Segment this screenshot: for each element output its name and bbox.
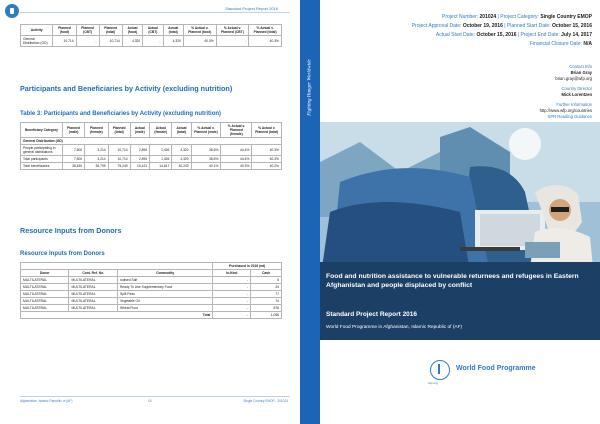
table-cell: Wheat Flour xyxy=(117,305,212,312)
cover-photo xyxy=(320,122,600,340)
table-row xyxy=(21,156,282,163)
table-cell: 40.3% xyxy=(249,36,282,47)
gutter-tagline: Fighting Hunger Worldwide xyxy=(307,59,313,116)
table-row xyxy=(21,305,282,312)
resource-table xyxy=(20,262,282,319)
table-cell: 38,450 xyxy=(62,163,84,170)
contact-email[interactable]: brian.gray@wfp.org xyxy=(555,76,592,81)
column-header: Activity xyxy=(21,25,53,36)
table-cell: 24 xyxy=(251,284,282,291)
table-group-header-row xyxy=(21,263,282,270)
wfp-logo-icon xyxy=(5,4,19,18)
further-url[interactable]: http://www.wfp.org/countries xyxy=(539,108,592,113)
director-title: Country Director xyxy=(561,86,592,91)
table-cell: MULTILATERAL xyxy=(69,291,117,298)
column-header: In-Kind xyxy=(213,270,251,277)
column-header: Commodity xyxy=(117,270,212,277)
table-cell: 77 xyxy=(251,291,282,298)
column-header: % Actual v. Planned (total) xyxy=(252,123,282,138)
column-header: Actual (total) xyxy=(172,123,191,138)
table-cell: 40.3% xyxy=(221,163,252,170)
table-cell: MULTILATERAL xyxy=(21,284,69,291)
footer-right: Single Country EMOP - 201024 xyxy=(243,399,288,403)
table-cell: 40.3% xyxy=(252,145,282,156)
group-label: General Distribution (GD) xyxy=(21,138,282,145)
table-cell: Vegetable Oil xyxy=(117,298,212,305)
table-cell: - xyxy=(213,284,251,291)
table-cell: MULTILATERAL xyxy=(69,284,117,291)
column-header: Planned (CBT) xyxy=(76,25,99,36)
wfp-emblem-icon xyxy=(430,360,450,380)
table-cell: 75,249 xyxy=(108,163,130,170)
table-cell: 14,817 xyxy=(150,163,172,170)
table-cell: Iodised Salt xyxy=(117,277,212,284)
table-cell: 44.4% xyxy=(221,145,252,156)
table-cell: Split Peas xyxy=(117,291,212,298)
table-cell: MULTILATERAL xyxy=(21,298,69,305)
column-header: Actual (total) xyxy=(163,25,183,36)
table-cell: 38.6% xyxy=(191,145,221,156)
table-cell: 7,500 xyxy=(62,145,84,156)
column-header: Planned (food) xyxy=(53,25,76,36)
spr-guidance-link[interactable]: SPR Reading Guidance xyxy=(547,114,592,119)
closure-line: Financial Closure Date: N/A xyxy=(530,41,592,47)
approval-line: Project Approval Date: October 19, 2016 | Planned Start Date: October 15, 2016 xyxy=(411,23,592,29)
table-cell: 74 xyxy=(251,298,282,305)
table-row xyxy=(21,36,282,47)
footer-rule xyxy=(20,396,290,397)
cover-photo-art xyxy=(320,122,600,340)
project-number: 201024 xyxy=(479,14,497,20)
column-header: Planned (total) xyxy=(108,123,130,138)
project-number-line: Project Number: 201024 | Project Category: Single Country EMOP xyxy=(442,14,592,20)
table-cell: MULTILATERAL xyxy=(69,305,117,312)
table-cell: 4,320 xyxy=(122,36,142,47)
table-cell: 10,714 xyxy=(99,36,122,47)
table-cell: 40.1% xyxy=(191,163,221,170)
table-cell: - xyxy=(213,277,251,284)
table-cell: - xyxy=(213,298,251,305)
column-header: % Actual v. Planned (CBT) xyxy=(216,25,249,36)
table-cell: 1,426 xyxy=(150,145,172,156)
table-cell: - xyxy=(213,305,251,312)
column-header: % Actual v. Planned (food) xyxy=(183,25,216,36)
table3-title: Table 3: Participants and Beneficiaries by Activity (excluding nutrition) xyxy=(20,111,222,117)
column-header: Actual (female) xyxy=(150,123,172,138)
footer-left: Afghanistan, Islamic Republic of (AF) xyxy=(20,399,73,403)
table-group-row xyxy=(21,138,282,145)
column-header: Planned (female) xyxy=(85,123,108,138)
director-name: Mick Lorentzen xyxy=(561,92,592,97)
table-cell: 10,714 xyxy=(53,36,76,47)
gutter-band xyxy=(300,0,320,424)
table-cell: 2,894 xyxy=(130,145,150,156)
column-header: % Actual v. Planned (total) xyxy=(249,25,282,36)
table-cell: 10,714 xyxy=(108,145,130,156)
table-row xyxy=(21,145,282,156)
table-cell: 40.3% xyxy=(252,156,282,163)
further-title: Further Information xyxy=(556,102,592,107)
table-row xyxy=(21,277,282,284)
table-cell: 4,320 xyxy=(163,36,183,47)
table-header-row xyxy=(21,123,282,138)
contact-title: Contact Info xyxy=(569,64,592,69)
total-label: Total xyxy=(21,312,213,319)
table-cell: General Distribution (GD) xyxy=(21,36,53,47)
right-page xyxy=(320,0,600,424)
table-cell: Ready To Use Supplementary Food xyxy=(117,284,212,291)
table-cell: 10,714 xyxy=(108,156,130,163)
caption-report: Standard Project Report 2016 xyxy=(326,311,418,318)
table-cell: 40.2% xyxy=(252,163,282,170)
table-row xyxy=(21,284,282,291)
table-cell: - xyxy=(213,291,251,298)
table-cell: 1,426 xyxy=(150,156,172,163)
table-cell: 40.3% xyxy=(183,36,216,47)
wfp-small-text: wfp.org xyxy=(428,381,438,385)
total-cash: 1,056 xyxy=(251,312,282,319)
table-cell: MULTILATERAL xyxy=(69,298,117,305)
table-cell: 5 xyxy=(251,277,282,284)
table-cell: 36,799 xyxy=(85,163,108,170)
column-header: Cont. Ref. No. xyxy=(69,270,117,277)
column-header: Planned (total) xyxy=(99,25,122,36)
table-header-row xyxy=(21,270,282,277)
resource-subtitle: Resource Inputs from Donors xyxy=(20,251,105,257)
table-cell: 38.6% xyxy=(191,156,221,163)
table-cell: - xyxy=(143,36,163,47)
table-cell: 3,214 xyxy=(85,156,108,163)
table-row xyxy=(21,298,282,305)
table-cell: 2,894 xyxy=(130,156,150,163)
table-cell: MULTILATERAL xyxy=(21,291,69,298)
resource-title: Resource Inputs from Donors xyxy=(20,226,122,235)
table-cell: 7,500 xyxy=(62,156,84,163)
table-cell: MULTILATERAL xyxy=(69,277,117,284)
table-cell: 30,240 xyxy=(172,163,191,170)
section-title: Participants and Beneficiaries by Activity (excluding nutrition) xyxy=(20,84,233,93)
table-row xyxy=(21,163,282,170)
total-inkind: - xyxy=(213,312,251,319)
table-cell: MULTILATERAL xyxy=(21,277,69,284)
table-cell: 15,421 xyxy=(130,163,150,170)
activity-table xyxy=(20,24,282,47)
beneficiaries-table xyxy=(20,122,282,170)
wfp-wordmark: World Food Programme xyxy=(456,365,536,372)
header-rule xyxy=(20,12,290,13)
table-cell: Total participants xyxy=(21,156,63,163)
project-category: Single Country EMOP xyxy=(540,14,592,20)
column-header: Actual (CBT) xyxy=(143,25,163,36)
table-cell: 876 xyxy=(251,305,282,312)
table-cell: 4,320 xyxy=(172,156,191,163)
column-header: Actual (male) xyxy=(130,123,150,138)
header-note: Standard Project Report 2016 xyxy=(225,6,278,11)
table-cell: 44.4% xyxy=(221,156,252,163)
table-cell: Total beneficiaries xyxy=(21,163,63,170)
table-row xyxy=(21,291,282,298)
table-header-row xyxy=(21,25,282,36)
table-cell: 3,214 xyxy=(85,145,108,156)
column-header: Cash xyxy=(251,270,282,277)
column-header: Donor xyxy=(21,270,69,277)
column-header: Beneficiary Category xyxy=(21,123,63,138)
table-cell: - xyxy=(216,36,249,47)
caption-country: World Food Programme in Afghanistan, Islamic Republic of (AF) xyxy=(326,325,463,330)
page-number: 15 xyxy=(148,399,152,403)
caption-title: Food and nutrition assistance to vulnerable returnees and refugees in Eastern Afghanistan and people displaced by conflict xyxy=(326,273,579,289)
table-cell: MULTILATERAL xyxy=(21,305,69,312)
total-row xyxy=(21,312,282,319)
column-header: Planned (male) xyxy=(62,123,84,138)
table-cell: - xyxy=(76,36,99,47)
group-header: Purchased in 2016 (mt) xyxy=(213,263,282,270)
actual-start-line: Actual Start Date: October 15, 2016 | Project End Date: July 14, 2017 xyxy=(435,32,592,38)
column-header: Actual (food) xyxy=(122,25,142,36)
column-header: % Actual v. Planned (female) xyxy=(221,123,252,138)
table-cell: 4,320 xyxy=(172,145,191,156)
contact-name: Brian Gray xyxy=(570,70,592,75)
table-cell: People participating in general distributions xyxy=(21,145,63,156)
column-header: % Actual v. Planned (male) xyxy=(191,123,221,138)
